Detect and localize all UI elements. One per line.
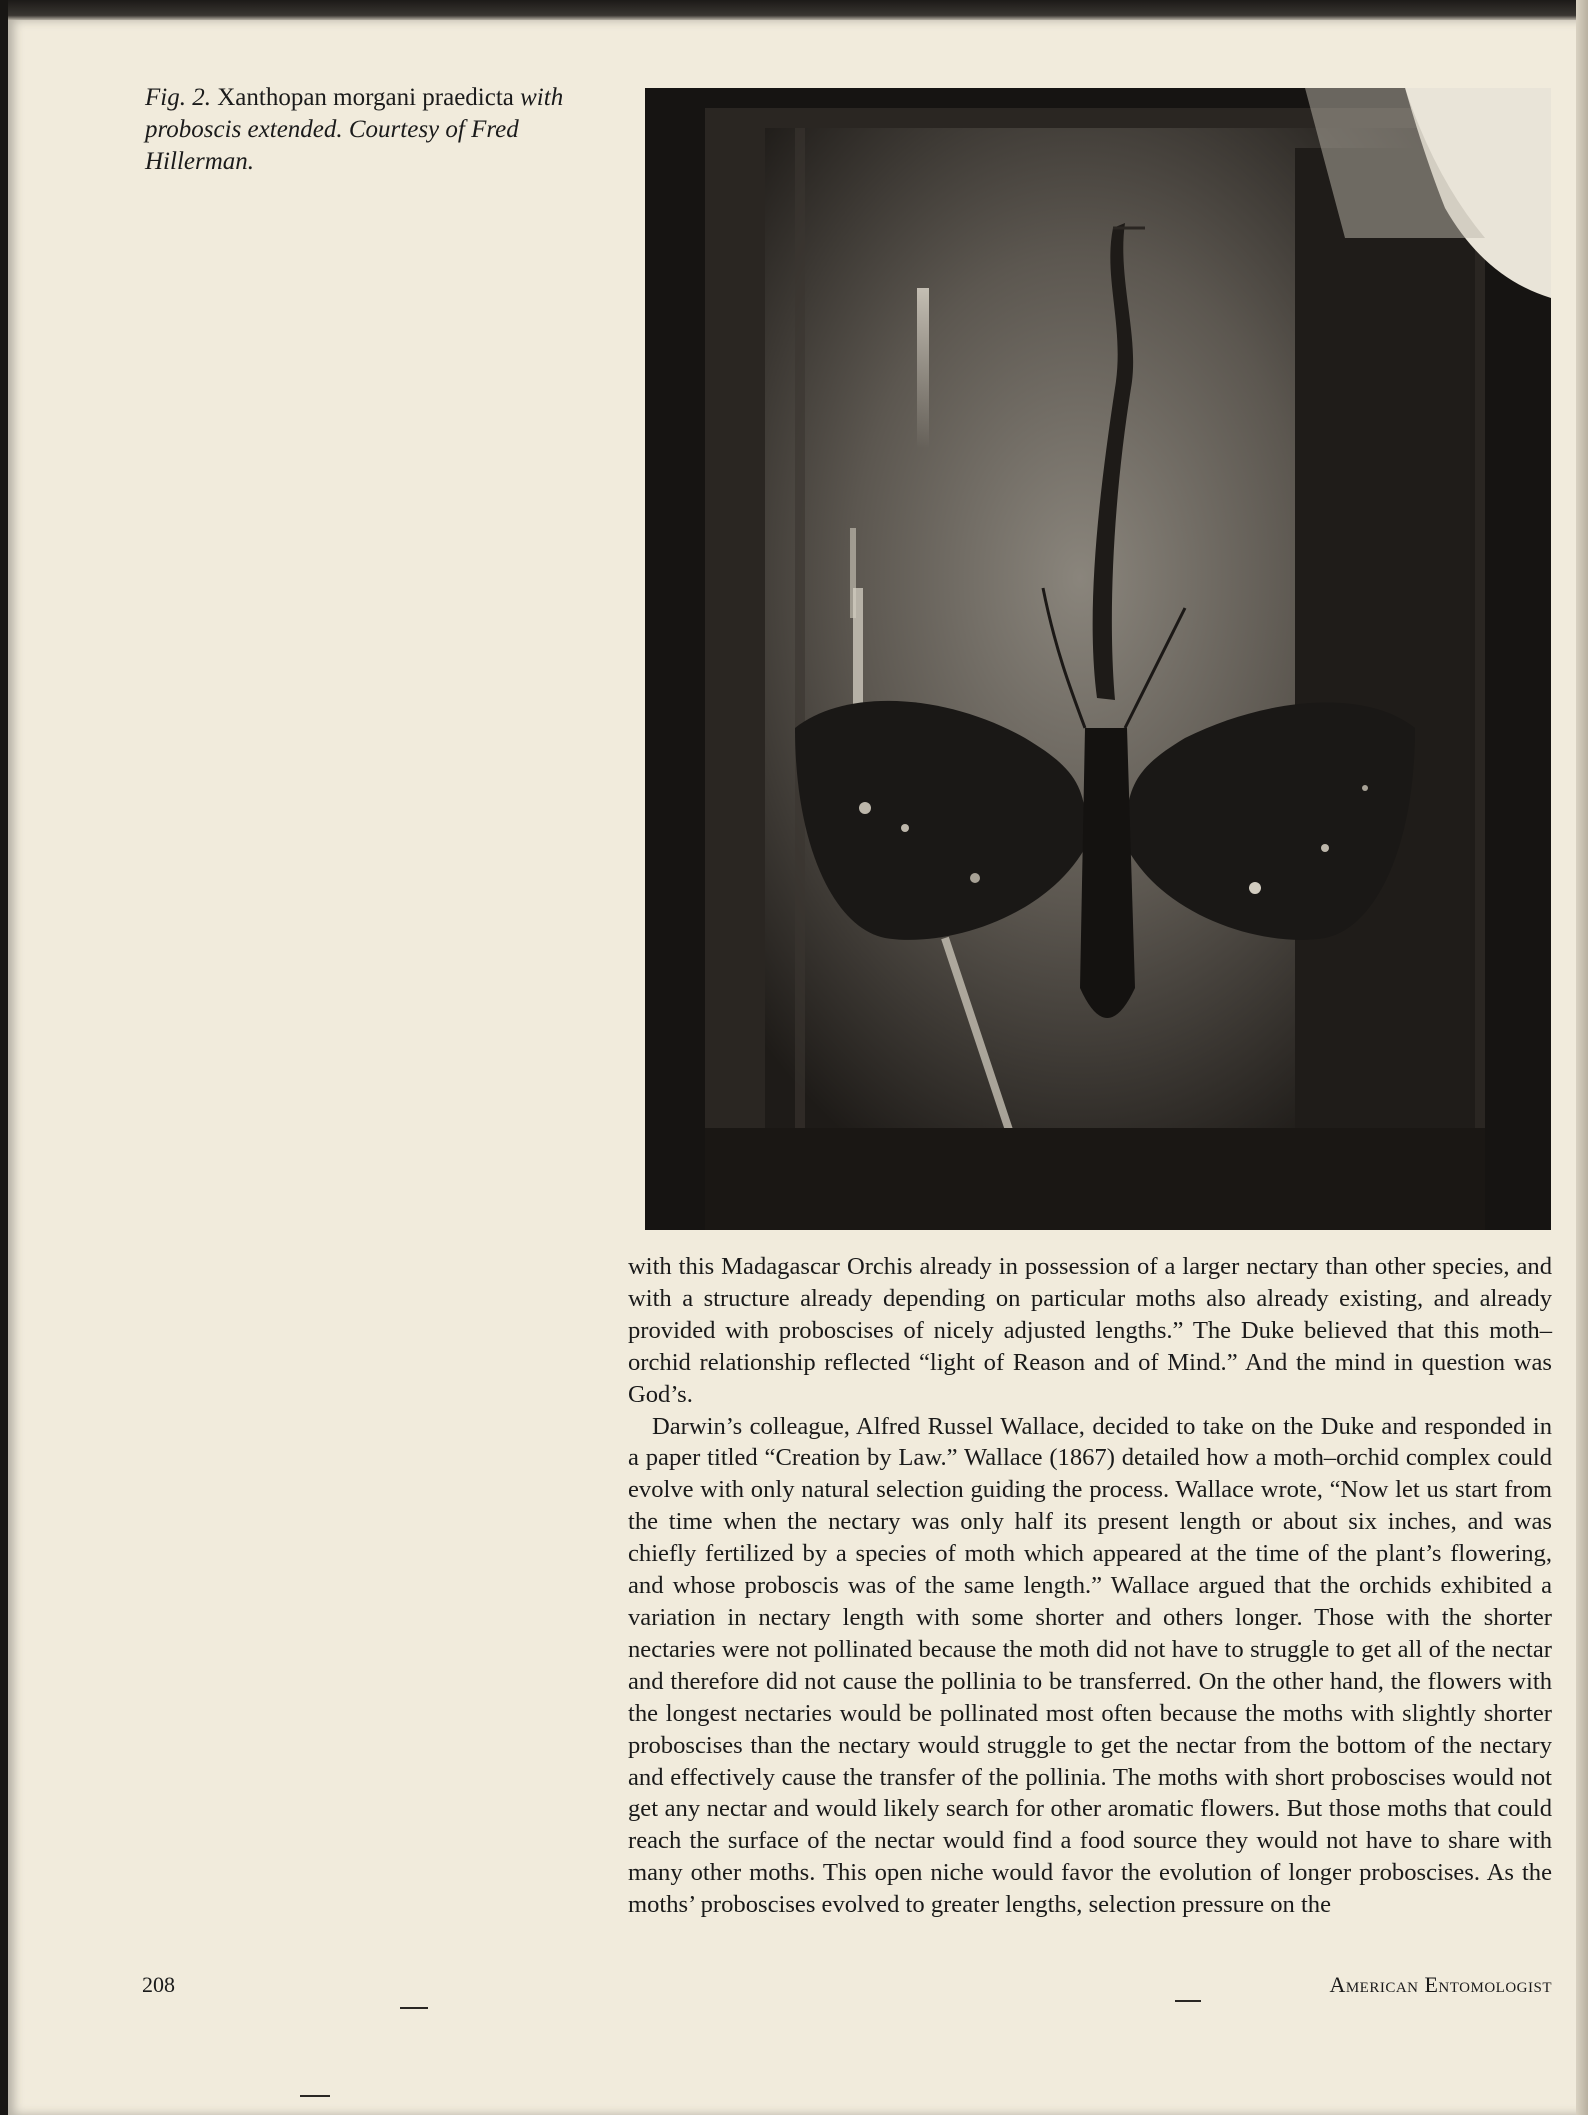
moth-photo-image — [645, 88, 1551, 1230]
page-number: 208 — [142, 1972, 175, 1997]
paragraph-1: with this Madagascar Orchis already in possession of a larger nectary than other species, and with a structure already depending on particular moths also already existing, and already provided with proboscises of nicely adjusted lengths.” The Duke believed that this moth–orchid relationship reflected “light of Reason and of Mind.” And the mind in question was God’s. — [628, 1253, 1552, 1408]
paragraph-2: Darwin’s colleague, Alfred Russel Wallace, decided to take on the Duke and responded in a paper titled “Creation by Law.” Wallace (1867) detailed how a moth–orchid complex could evolve with only natural selection guiding the process. Wallace wrote, “Now let us start from the time when the nectary was only half its present length or about six inches, and was chiefly fertilized by a species of moth which appeared at the time of the plant’s flowering, and whose proboscis was of the same length.” Wallace argued that the orchids exhibited a variation in nectary length with some shorter and others longer. Those with the shorter nectaries were not pollinated because the moth did not have to struggle to get all of the nectar and therefore did not cause the pollinia to be transferred. On the other hand, the flowers with the longest nectaries would be pollinated most often because the moths with slightly shorter proboscises than the nectary would struggle to get the nectar from the bottom of the nectary and effectively cause the transfer of the pollinia. The moths with short proboscises would not get any nectar and would likely search for other aromatic flowers. But those moths that could reach the surface of the nectar would find a food source they would not have to share with many other moths. This open niche would favor the evolution of longer proboscises. As the moths’ proboscises evolved to greater lengths, selection pressure on the — [628, 1412, 1552, 1919]
caption-credit: with proboscis extended. Courtesy of Fred Hillerman. — [145, 84, 564, 175]
moth-photograph — [645, 88, 1551, 1230]
scuff-mark — [400, 2007, 428, 2009]
scuff-mark — [1175, 2000, 1201, 2002]
caption-label: Fig. 2. — [145, 84, 211, 111]
caption-species: Xanthopan morgani praedicta — [217, 84, 514, 111]
article-body — [628, 1251, 1552, 1921]
figure-caption — [145, 82, 605, 178]
scuff-mark — [300, 2095, 330, 2097]
page-right-edge — [1576, 0, 1588, 2115]
journal-name: American Entomologist — [1329, 1972, 1552, 1997]
page-top-edge — [8, 0, 1582, 22]
